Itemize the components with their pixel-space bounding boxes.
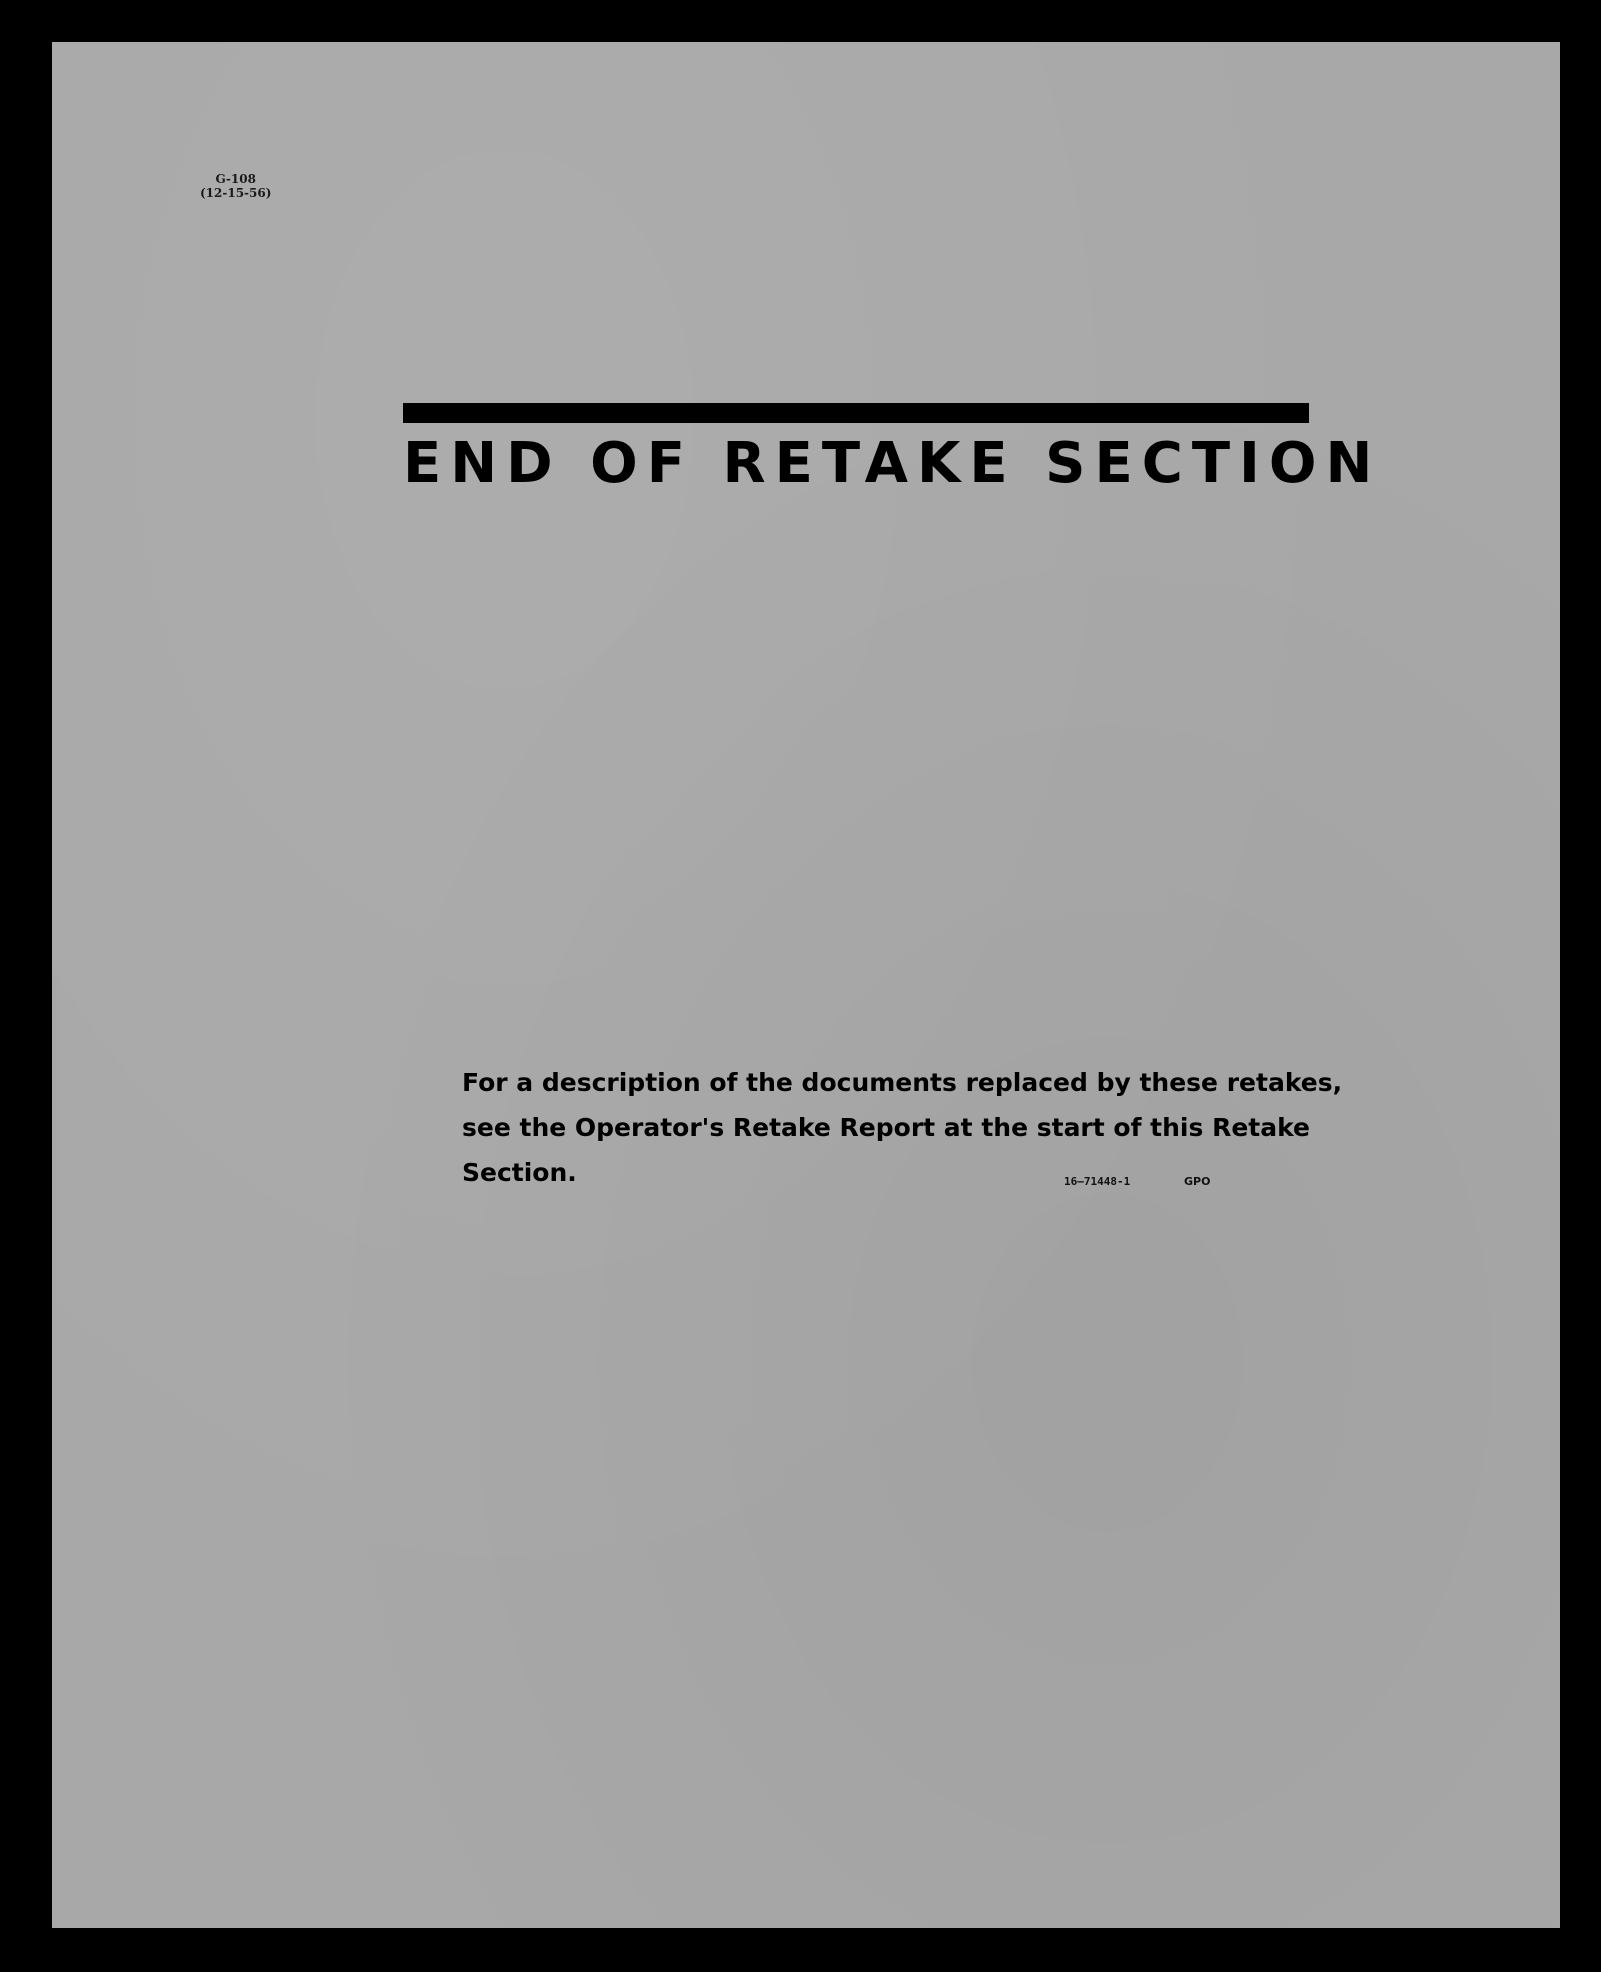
heading-rule	[403, 403, 1309, 423]
form-number: G-108	[215, 172, 256, 186]
notice-line: For a description of the documents replaced by these retakes,	[462, 1068, 1343, 1097]
form-date: (12-15-56)	[200, 186, 272, 200]
notice-line: see the Operator's Retake Report at the start of this Retake	[462, 1113, 1311, 1142]
notice-line: Section.	[462, 1158, 577, 1187]
page-title: END OF RETAKE SECTION	[403, 431, 1382, 496]
retake-notice	[462, 1060, 1343, 1195]
document-page	[52, 42, 1560, 1928]
print-code: 16—71448-1	[1064, 1175, 1131, 1188]
printer-mark: GPO	[1184, 1175, 1211, 1188]
form-number-stamp	[200, 172, 271, 200]
